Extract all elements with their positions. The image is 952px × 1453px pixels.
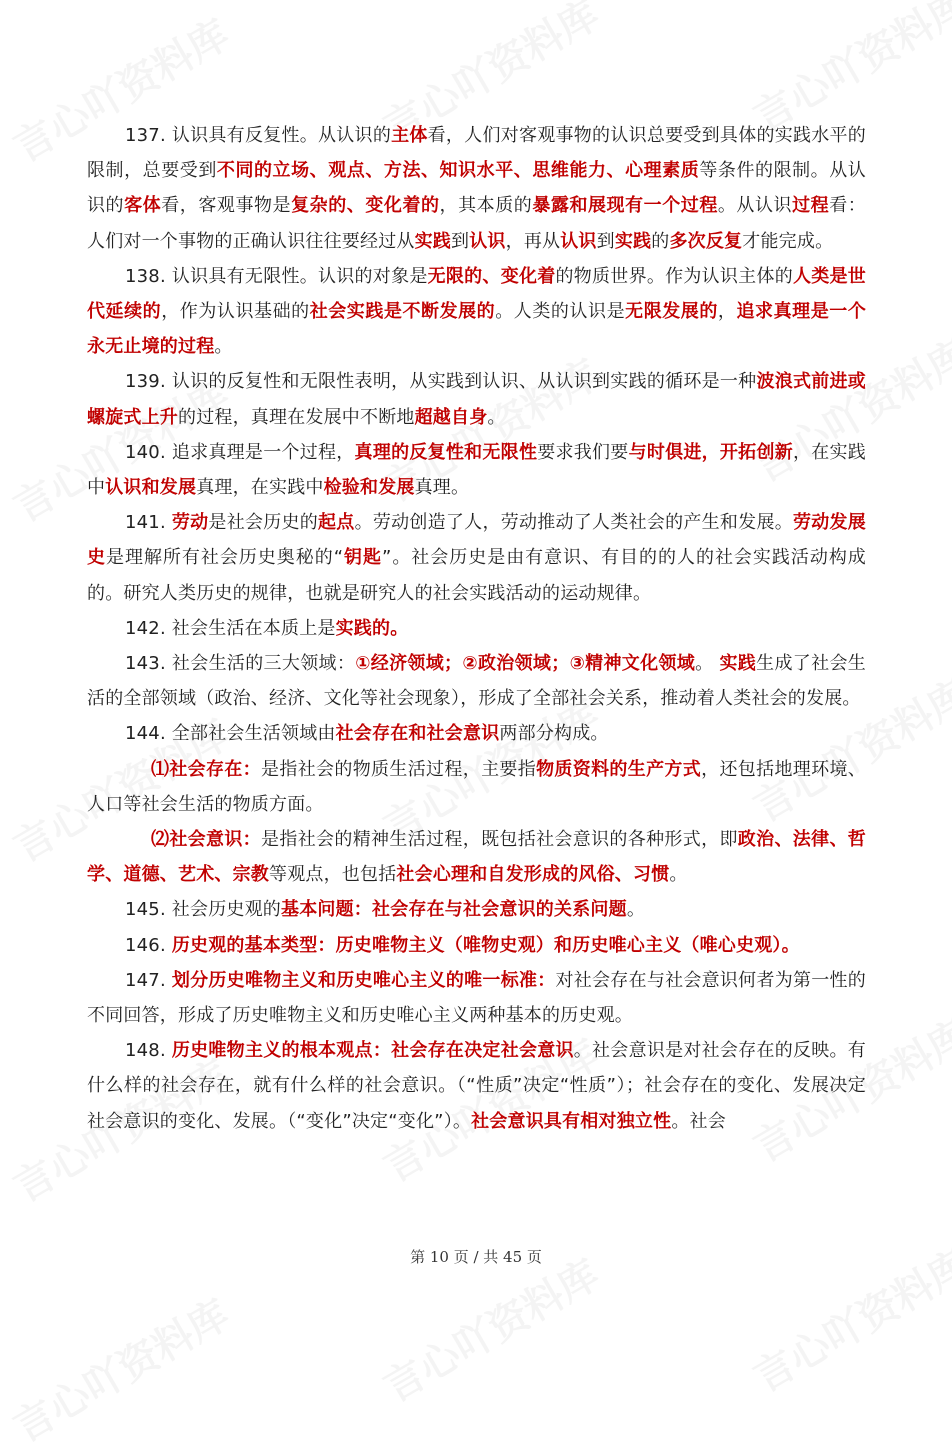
text-segment: ，作为认识基础的: [161, 301, 310, 323]
paragraph: [87, 435, 866, 505]
paragraph: [87, 928, 866, 963]
text-segment: 是理解所有社会历史奥秘的“: [105, 547, 344, 569]
paragraph: [87, 505, 866, 611]
highlighted-text: 检验和发展: [323, 477, 415, 499]
text-segment: 是指社会的精神生活过程，既包括社会意识的各种形式，即: [261, 829, 738, 851]
text-segment: 等条件的限制。从认识的: [87, 160, 866, 217]
text-segment: 要求我们要: [537, 441, 629, 463]
text-segment: 148.: [125, 1040, 172, 1062]
highlighted-text: 劳动发展史: [87, 512, 866, 569]
paragraph: [87, 364, 866, 434]
page-number: 第 10 页 / 共 45 页: [410, 1248, 542, 1266]
highlighted-text: 劳动: [171, 512, 209, 534]
text-segment: ，: [717, 301, 737, 323]
highlighted-text: 无限发展的: [625, 301, 718, 323]
highlighted-text: 不同的立场、观点、方法、知识水平、思维能力、心理素质: [216, 160, 700, 182]
highlighted-text: ①经济领域；②政治领域；③精神文化领域: [355, 653, 696, 675]
highlighted-text: 与时俱进，开拓创新: [628, 441, 793, 463]
text-segment: ”。社会历史是由有意识、有目的的人的社会实践活动构成的。研究人类历史的规律，也就是研究人的社会实践活动的运动规律。: [87, 547, 867, 604]
text-segment: 145. 社会历史观的: [125, 899, 281, 921]
paragraph: [87, 963, 866, 1033]
text-segment: ，在实践中: [87, 441, 866, 499]
highlighted-text: 社会实践是不断发展的: [309, 301, 496, 323]
paragraph: [87, 1033, 866, 1139]
text-segment: 。社会意识是对社会存在的反映。有什么样的社会存在，就有什么样的社会意识。（“性质”决定“性质”）；社会存在的变化、发展决定社会意识的变化、发展。（“变化”决定“变化”）。: [87, 1040, 866, 1132]
highlighted-text: 社会心理和自发形成的风俗、习惯: [396, 864, 670, 886]
highlighted-text: 主体: [391, 125, 428, 146]
highlighted-text: ⑴社会存在：: [151, 758, 262, 780]
highlighted-text: 物质资料的生产方式: [536, 758, 702, 780]
text-segment: 。从认识: [717, 195, 793, 217]
text-segment: 两部分构成。: [499, 723, 609, 745]
text-segment: ，还包括地理环境、人口等社会生活的物质方面。: [87, 758, 866, 815]
text-segment: 141.: [125, 512, 172, 534]
highlighted-text: 基本问题：社会存在与社会意识的关系问题: [281, 899, 627, 921]
paragraph: [87, 259, 866, 365]
highlighted-text: 社会存在和社会意识: [335, 723, 500, 745]
text-segment: 看，人们对客观事物的认识总要受到具体的实践水平的限制，总要受到: [87, 125, 866, 182]
highlighted-text: 起点: [318, 512, 355, 534]
text-segment: 。: [487, 406, 506, 428]
watermark-text: [372, 1244, 608, 1413]
highlighted-text: 复杂的、变化着的: [291, 195, 440, 217]
highlighted-text: 认识: [560, 230, 597, 252]
paragraph: [87, 646, 866, 716]
text-segment: 。社会: [671, 1110, 726, 1132]
text-segment: 的物质世界。作为认识主体的: [555, 265, 793, 287]
highlighted-text: 实践: [414, 230, 452, 252]
highlighted-text: 过程: [792, 195, 830, 217]
text-segment: 到: [596, 230, 615, 252]
highlighted-text: 真理的反复性和无限性: [354, 441, 538, 463]
highlighted-text: 社会意识具有相对独立性: [471, 1110, 672, 1132]
highlighted-text: 实践的。: [335, 617, 409, 639]
paragraph: [87, 892, 866, 927]
highlighted-text: 划分历史唯物主义和历史唯心主义的唯一标准：: [171, 969, 556, 991]
paragraph: [87, 118, 866, 259]
text-segment: 138. 认识具有无限性。认识的对象是: [125, 265, 428, 287]
highlighted-text: 人类是世代延续的: [87, 265, 866, 323]
text-segment: 看：人们对一个事物的正确认识往往要经过从: [87, 195, 866, 252]
highlighted-text: 历史观的基本类型：历史唯物主义（唯物史观）和历史唯心主义（唯心史观）。: [171, 934, 800, 956]
highlighted-text: 无限的、变化着: [427, 265, 556, 287]
text-segment: 137. 认识具有反复性。从认识的: [125, 125, 392, 146]
text-segment: 。: [626, 899, 646, 921]
text-segment: 139. 认识的反复性和无限性表明，从实践到认识、从认识到实践的循环是一种: [125, 371, 757, 393]
text-segment: 到: [451, 230, 470, 252]
text-segment: 。: [214, 336, 233, 358]
text-segment: 142. 社会生活在本质上是: [125, 617, 336, 639]
text-segment: 才能完成。: [742, 230, 834, 252]
text-segment: 真理。: [414, 477, 470, 499]
text-segment: 等观点，也包括: [269, 864, 397, 886]
highlighted-text: 暴露和展现有一个过程: [532, 195, 718, 217]
highlighted-text: 历史唯物主义的根本观点：社会存在决定社会意识: [171, 1040, 574, 1062]
highlighted-text: 多次反复: [669, 230, 743, 252]
text-segment: 147.: [125, 969, 172, 991]
text-segment: 的: [651, 230, 670, 252]
text-segment: 140. 追求真理是一个过程，: [125, 441, 355, 463]
highlighted-text: 实践: [719, 653, 757, 675]
text-segment: 146.: [125, 934, 172, 956]
text-segment: 143. 社会生活的三大领域：: [125, 653, 356, 675]
highlighted-text: ⑵社会意识：: [151, 829, 262, 851]
paragraph: [87, 716, 866, 751]
text-segment: 。: [669, 864, 688, 886]
text-segment: ，其本质的: [439, 195, 533, 217]
highlighted-text: 超越自身: [414, 406, 488, 428]
text-segment: 。: [695, 653, 720, 675]
paragraph: [87, 752, 866, 822]
text-segment: 。劳动创造了人，劳动推动了人类社会的产生和发展。: [354, 512, 793, 534]
highlighted-text: 实践: [614, 230, 652, 252]
text-segment: 的过程，真理在发展中不断地: [178, 406, 415, 428]
highlighted-text: 认识和发展: [105, 477, 197, 499]
paragraph: [87, 822, 866, 892]
highlighted-text: 认识: [469, 230, 506, 252]
watermark-text: [2, 1284, 238, 1453]
text-segment: 是指社会的物质生活过程，主要指: [261, 758, 537, 780]
highlighted-text: 客体: [124, 195, 162, 217]
highlighted-text: 政治、法律、哲学、道德、艺术、宗教: [87, 829, 866, 886]
highlighted-text: 波浪式前进或螺旋式上升: [87, 371, 866, 428]
text-segment: 真理，在实践中: [196, 477, 324, 499]
text-segment: 对社会存在与社会意识何者为第一性的不同回答，形成了历史唯物主义和历史唯心主义两种基本的历史观。: [87, 969, 866, 1027]
text-segment: 生成了社会生活的全部领域（政治、经济、文化等社会现象），形成了全部社会关系，推动着人类社会的发展。: [87, 653, 866, 710]
paragraph: [87, 611, 866, 646]
document-body: [87, 118, 866, 1139]
highlighted-text: 追求真理是一个永无止境的过程: [87, 301, 867, 358]
text-segment: 。人类的认识是: [495, 301, 626, 323]
text-segment: 看，客观事物是: [161, 195, 292, 217]
highlighted-text: 钥匙: [343, 547, 383, 569]
text-segment: 是社会历史的: [208, 512, 319, 534]
text-segment: 144. 全部社会生活领域由: [125, 723, 336, 745]
text-segment: ，再从: [505, 230, 561, 252]
